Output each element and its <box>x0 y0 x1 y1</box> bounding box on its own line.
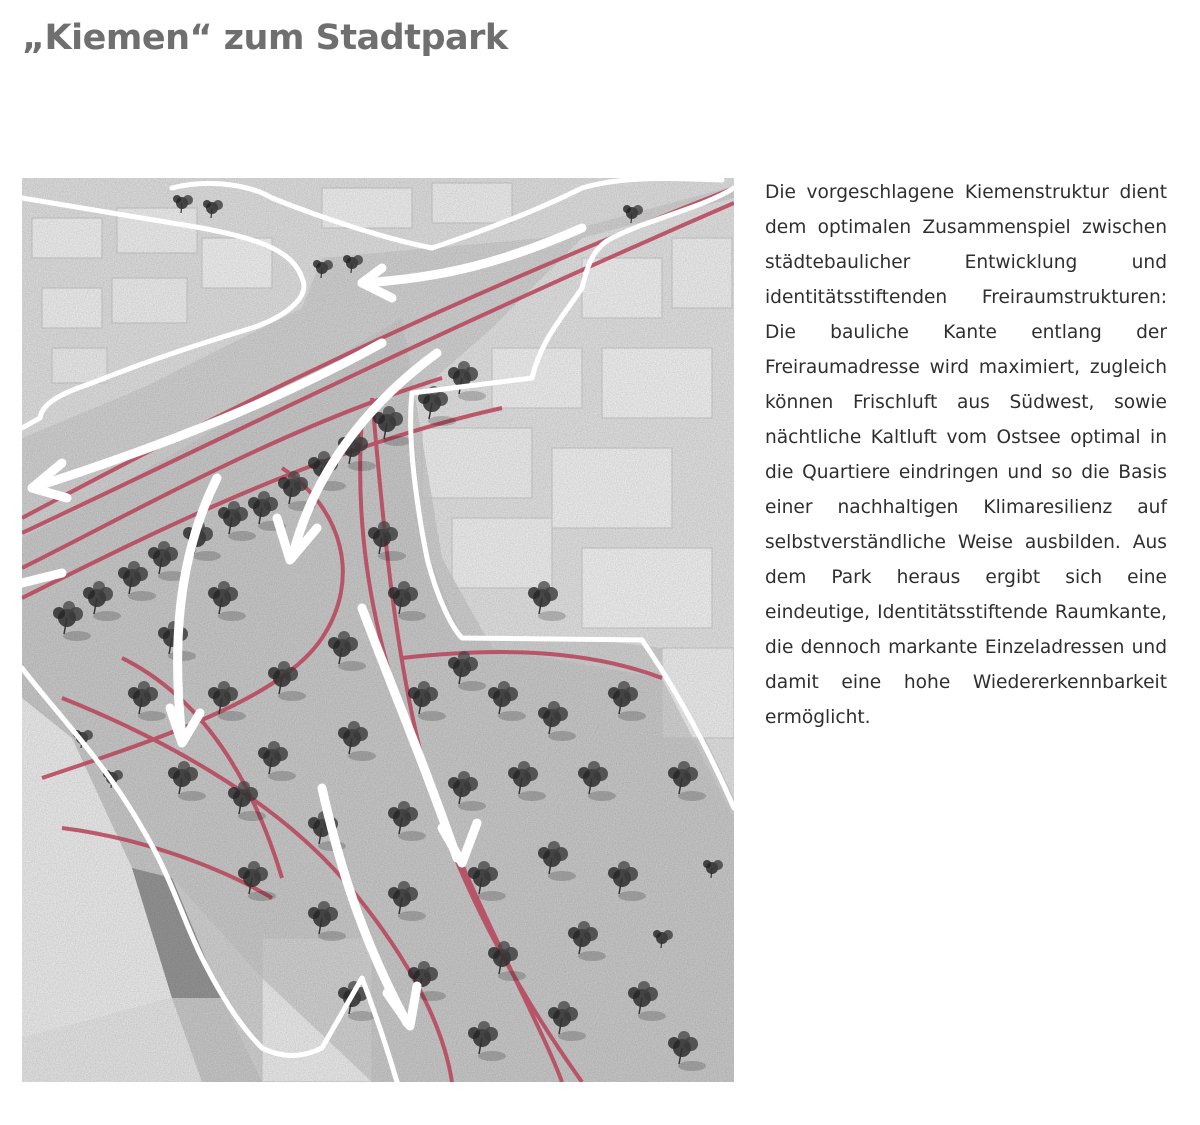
page-title: „Kiemen“ zum Stadtpark <box>22 18 508 58</box>
site-model-figure <box>22 178 734 1082</box>
description-paragraph: Die vorgeschlagene Kiemenstruktur dient dem optimalen Zusammenspiel zwischen städtebaulicher Entwicklung und identitätsstiftenden Freiraumstrukturen: Die bauliche Kante entlang der Freiraumadresse wird maximiert, zugleich können Frischluft aus Südwest, sowie nächtliche Kaltluft vom Ostsee optimal in die Quartiere eindringen und so die Basis einer nachhaltigen Klimaresilienz auf selbstverständliche Weise ausbilden. Aus dem Park heraus ergibt sich eine eindeutige, Identitätsstiftende Raumkante, die dennoch markante Einzeladressen und damit eine hohe Wiedererkennbarkeit ermöglicht. <box>765 182 1167 728</box>
site-model-illustration <box>22 178 734 1082</box>
